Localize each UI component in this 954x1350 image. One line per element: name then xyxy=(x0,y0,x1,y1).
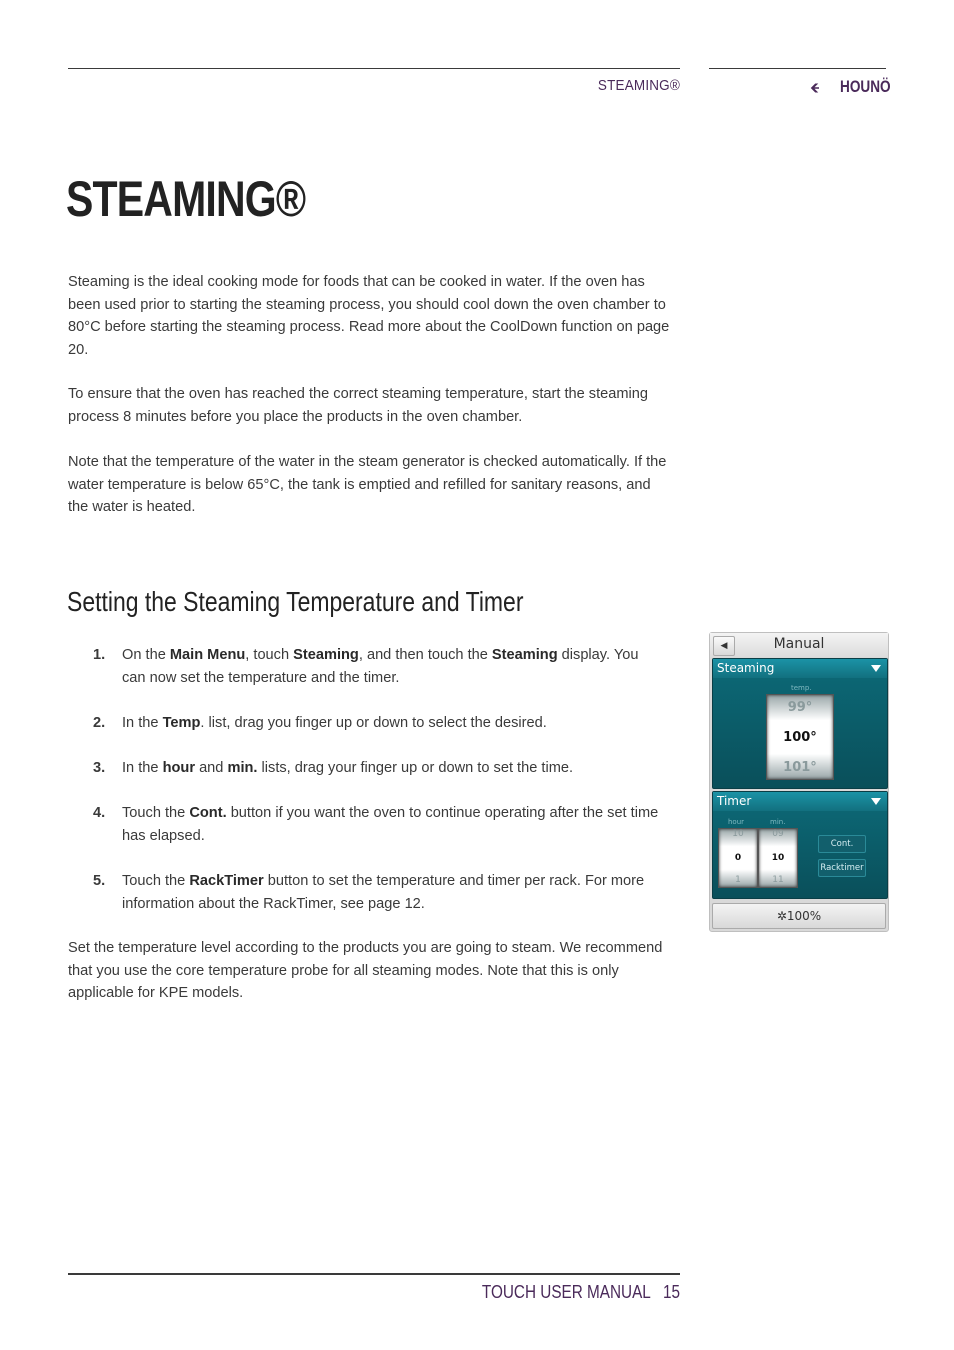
cont-button[interactable]: Cont. xyxy=(818,835,866,853)
step-text-run: Touch the xyxy=(122,805,190,821)
min-wheel[interactable] xyxy=(758,828,798,888)
header-rule-right xyxy=(709,68,886,69)
hour-wheel[interactable] xyxy=(718,828,758,888)
intro-paragraph-2: To ensure that the oven has reached the correct steaming temperature, start the steaming process 8 minutes before you place the products in the oven chamber. xyxy=(68,386,649,425)
step-text-run: On the xyxy=(122,647,170,663)
step-text-run: In the xyxy=(122,715,163,731)
temp-value-selected: 100° xyxy=(783,730,817,745)
step-emphasis: RackTimer xyxy=(189,873,264,889)
min-value-selected: 10 xyxy=(771,853,785,863)
step-text-run: lists, drag your finger up or down to set the time. xyxy=(257,760,574,776)
min-value-above: 09 xyxy=(772,829,784,839)
fan-speed-bar[interactable] xyxy=(712,903,886,929)
device-title: Manual xyxy=(773,636,825,652)
temp-wheel[interactable] xyxy=(766,694,834,780)
step-text xyxy=(122,757,683,780)
step-2 xyxy=(93,712,683,735)
step-text-run: button if you want the oven to continue operating after the set time has elapsed. xyxy=(122,805,659,844)
step-text xyxy=(122,712,683,735)
footer-rule xyxy=(68,1273,680,1275)
header-section-label: STEAMING® xyxy=(597,77,680,94)
timer-panel-header[interactable] xyxy=(713,792,887,811)
step-emphasis: Temp xyxy=(162,715,201,731)
section-heading: Setting the Steaming Temperature and Timer xyxy=(67,586,524,617)
houno-logo-icon xyxy=(810,73,840,103)
oven-control-screen xyxy=(709,632,889,932)
back-button[interactable]: ◀ xyxy=(713,636,735,656)
fan-value: 100% xyxy=(786,909,822,923)
fan-icon: ✲ xyxy=(776,909,787,923)
step-text-run: , touch xyxy=(245,647,294,663)
step-number: 4. xyxy=(93,805,106,821)
steaming-panel-header[interactable] xyxy=(713,659,887,678)
step-emphasis: hour xyxy=(162,760,196,776)
step-emphasis: Steaming xyxy=(491,647,558,663)
steaming-panel[interactable] xyxy=(712,658,888,789)
page-title: STEAMING® xyxy=(66,171,306,227)
min-label: min. xyxy=(770,818,786,826)
step-text-run: , and then touch the xyxy=(358,647,492,663)
step-5 xyxy=(93,870,673,915)
step-emphasis: Cont. xyxy=(189,805,227,821)
temp-label: temp. xyxy=(791,684,812,692)
step-text-run: and xyxy=(195,760,228,776)
step-text xyxy=(122,802,673,847)
chevron-down-icon xyxy=(871,665,881,672)
step-1 xyxy=(93,644,663,689)
device-top-bar xyxy=(710,633,888,657)
hour-value-below: 1 xyxy=(735,875,741,885)
hour-value-selected: 0 xyxy=(734,853,742,863)
min-value-below: 11 xyxy=(772,875,784,885)
step-text xyxy=(122,870,673,915)
step-text-run: display. You can now set the temperature and the timer. xyxy=(122,647,639,686)
temp-value-below: 101° xyxy=(783,760,817,775)
step-text-run: button to set the temperature and timer per rack. For more information about the RackTimer, see page 12. xyxy=(122,873,645,912)
racktimer-button[interactable]: Racktimer xyxy=(818,859,866,877)
step-text-run: . list, drag you finger up or down to select the desired. xyxy=(200,715,547,731)
step-emphasis: Steaming xyxy=(293,647,359,663)
step-text xyxy=(122,644,663,689)
chevron-down-icon xyxy=(871,798,881,805)
timer-panel[interactable] xyxy=(712,791,888,899)
steaming-panel-label: Steaming xyxy=(717,661,775,675)
intro-paragraph-3: Note that the temperature of the water in the steam generator is checked automatically. If the water temperature is below 65°C, the tank is emptied and refilled for sanitary reasons, and the water is heated. xyxy=(68,454,667,516)
step-number: 5. xyxy=(93,873,106,889)
intro-paragraph-1: Steaming is the ideal cooking mode for foods that can be cooked in water. If the oven has been used prior to starting the steaming process, you should cool down the oven chamber to 80°C before starting the steaming process. Read more about the CoolDown function on page 20. xyxy=(68,274,670,358)
step-emphasis: min. xyxy=(227,760,258,776)
logo-text: HOUNÖ xyxy=(840,77,891,96)
step-emphasis: Main Menu xyxy=(169,647,246,663)
step-4 xyxy=(93,802,673,847)
step-number: 2. xyxy=(93,715,106,731)
header-rule-left xyxy=(68,68,680,69)
hour-value-above: 10 xyxy=(732,829,744,839)
step-text-run: Touch the xyxy=(122,873,190,889)
step-text-run: In the xyxy=(122,760,163,776)
footer-text: TOUCH USER MANUAL 15 xyxy=(481,1282,680,1302)
temp-value-above: 99° xyxy=(787,700,813,715)
closing-paragraph: Set the temperature level according to the products you are going to steam. We recommend that you use the core temperature probe for all steaming modes. Note that this is only applicable for KPE models. xyxy=(68,940,663,1002)
timer-panel-label: Timer xyxy=(717,794,752,808)
hour-label: hour xyxy=(728,818,745,826)
step-number: 1. xyxy=(93,647,106,663)
step-3 xyxy=(93,757,683,780)
step-number: 3. xyxy=(93,760,106,776)
